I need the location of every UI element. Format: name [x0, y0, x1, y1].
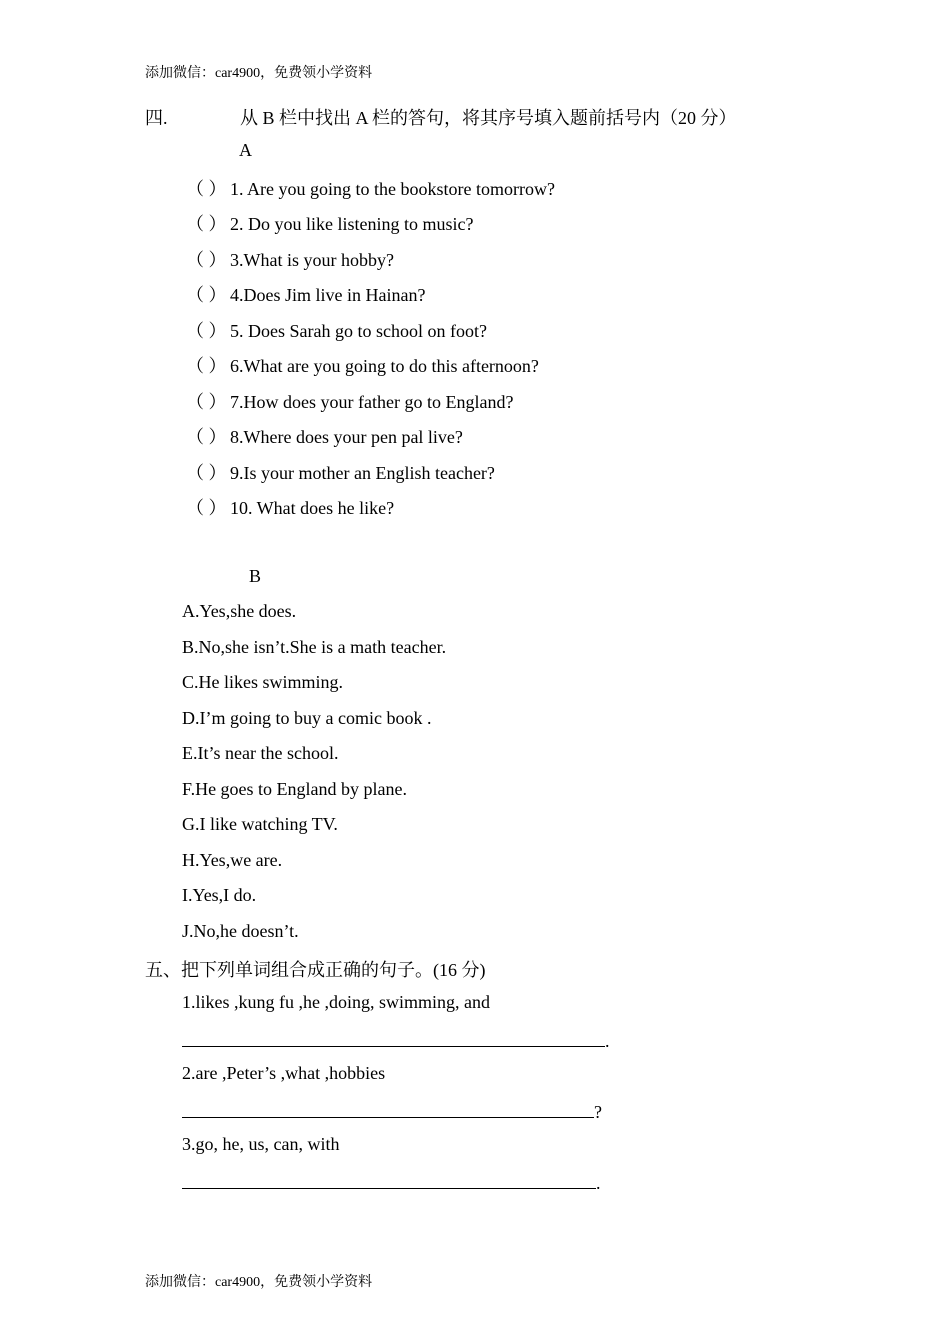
column-a-item: [186, 210, 473, 236]
question-text: 1. Are you going to the bookstore tomorrow?: [230, 179, 555, 199]
answer-blank[interactable]: [182, 1169, 596, 1189]
answer-line: [182, 1098, 602, 1123]
end-punctuation: ?: [594, 1102, 602, 1122]
question-text: 7.How does your father go to England?: [230, 392, 514, 412]
section4-instruction: 从 B 栏中找出 A 栏的答句，将其序号填入题前括号内（20 分）: [240, 108, 737, 128]
section4-number: 四.: [145, 108, 168, 128]
answer-paren[interactable]: （ ）: [186, 498, 227, 518]
column-b-item: E.It’s near the school.: [182, 743, 339, 763]
answer-paren[interactable]: （ ）: [186, 179, 227, 199]
answer-blank[interactable]: [182, 1027, 605, 1047]
answer-paren[interactable]: （ ）: [186, 214, 227, 234]
column-b-item: C.He likes swimming.: [182, 672, 343, 692]
answer-paren[interactable]: （ ）: [186, 321, 227, 341]
word-list: 1.likes ,kung fu ,he ,doing, swimming, and: [182, 992, 490, 1012]
column-a-item: [186, 494, 394, 520]
answer-paren[interactable]: （ ）: [186, 250, 227, 270]
page-footer: 添加微信：car4900，免费领小学资料: [145, 1275, 373, 1290]
answer-line: [182, 1169, 601, 1194]
column-b-item: F.He goes to England by plane.: [182, 779, 408, 799]
question-text: 9.Is your mother an English teacher?: [230, 463, 495, 483]
column-a-item: [186, 317, 487, 343]
question-text: 6.What are you going to do this afternoon?: [230, 356, 539, 376]
question-text: 10. What does he like?: [230, 498, 395, 518]
column-b-item: J.No,he doesn’t.: [182, 921, 299, 941]
column-a-item: [186, 175, 555, 201]
column-b-item: G.I like watching TV.: [182, 814, 338, 834]
column-b-item: H.Yes,we are.: [182, 850, 283, 870]
column-b-item: I.Yes,I do.: [182, 885, 257, 905]
end-punctuation: .: [596, 1173, 601, 1193]
question-text: 3.What is your hobby?: [230, 250, 394, 270]
question-text: 5. Does Sarah go to school on foot?: [230, 321, 487, 341]
answer-paren[interactable]: （ ）: [186, 392, 227, 412]
column-b-item: D.I’m going to buy a comic book .: [182, 708, 432, 728]
section5-title: 五、把下列单词组合成正确的句子。(16 分): [145, 960, 486, 980]
end-punctuation: .: [605, 1031, 610, 1051]
question-text: 8.Where does your pen pal live?: [230, 427, 463, 447]
column-a-item: [186, 281, 425, 307]
column-a-item: [186, 423, 463, 449]
column-a-item: [186, 246, 394, 272]
word-list: 3.go, he, us, can, with: [182, 1134, 340, 1154]
page-header: 添加微信：car4900，免费领小学资料: [145, 66, 373, 81]
answer-blank[interactable]: [182, 1098, 594, 1118]
answer-paren[interactable]: （ ）: [186, 285, 227, 305]
answer-paren[interactable]: （ ）: [186, 427, 227, 447]
column-b-item: B.No,she isn’t.She is a math teacher.: [182, 637, 447, 657]
column-b-item: A.Yes,she does.: [182, 601, 297, 621]
answer-paren[interactable]: （ ）: [186, 356, 227, 376]
column-a-item: [186, 352, 539, 378]
answer-paren[interactable]: （ ）: [186, 463, 227, 483]
word-list: 2.are ,Peter’s ,what ,hobbies: [182, 1063, 386, 1083]
column-a-item: [186, 459, 495, 485]
question-text: 4.Does Jim live in Hainan?: [230, 285, 426, 305]
answer-line: [182, 1027, 610, 1052]
column-b-label: B: [249, 566, 262, 586]
question-text: 2. Do you like listening to music?: [230, 214, 474, 234]
column-a-label: A: [239, 140, 252, 160]
column-a-item: [186, 388, 513, 414]
